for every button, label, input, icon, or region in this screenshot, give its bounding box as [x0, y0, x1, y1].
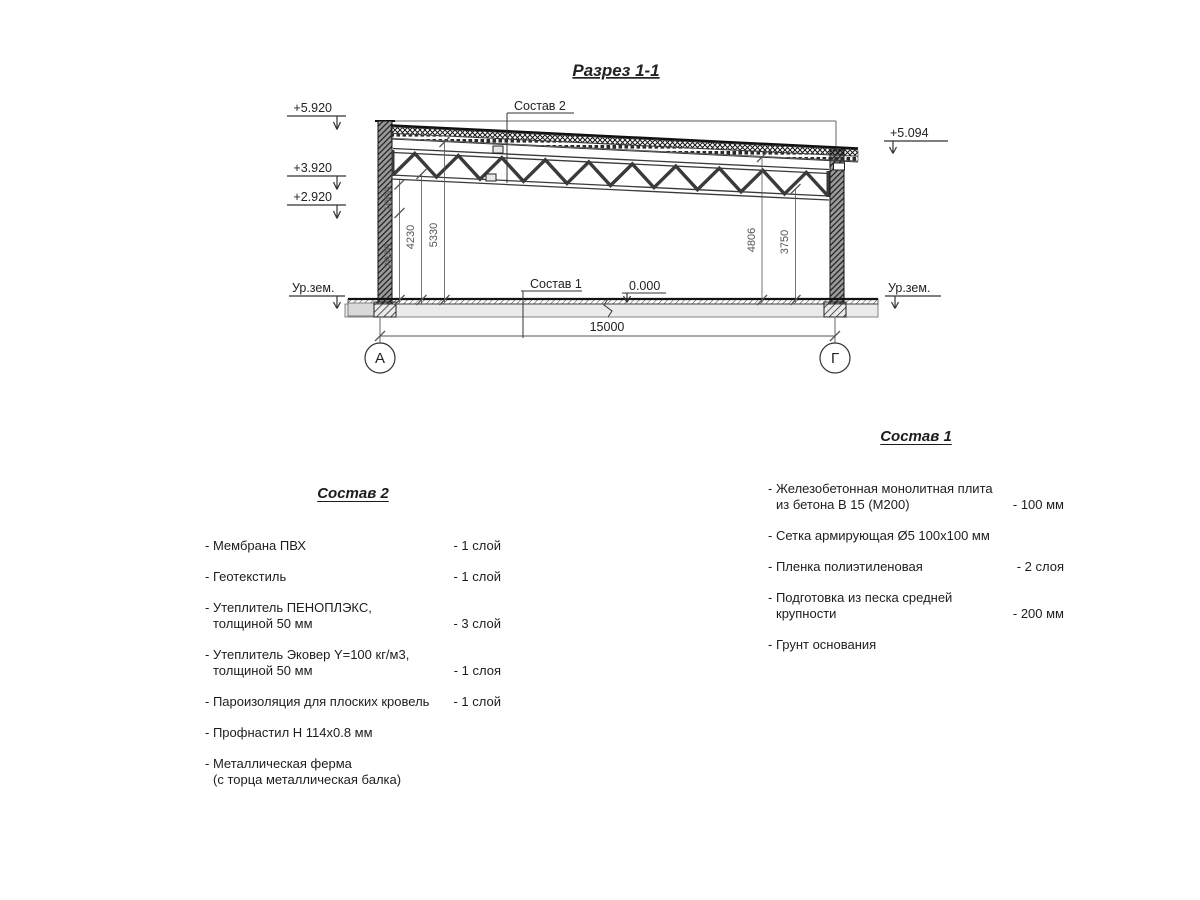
spec1-item-soil: - Грунт основания: [768, 637, 877, 652]
spec2-item-vapor-barrier: - Пароизоляция для плоских кровель - 1 слой: [205, 694, 501, 709]
spec2-item-penoplex: - Утеплитель ПЕНОПЛЭКС, толщиной 50 мм - 3 слой: [205, 600, 501, 631]
elevation-mark-5094: [884, 126, 948, 154]
svg-text:3750: 3750: [779, 229, 791, 255]
spec2-item-profiled-sheet: - Профнастил Н 114х0.8 мм: [205, 725, 373, 740]
svg-text:+3.920: +3.920: [293, 161, 332, 175]
composition2-list: [205, 486, 501, 803]
svg-text:Состав 1: Состав 1: [530, 277, 582, 291]
composition2-list-header: Состав 2: [317, 485, 389, 502]
svg-text:4230: 4230: [405, 224, 417, 250]
svg-text:А: А: [374, 350, 386, 367]
composition1-list: [768, 429, 1064, 668]
svg-text:1000: 1000: [383, 186, 395, 212]
span-dimension: [375, 318, 840, 343]
svg-text:Ур.зем.: Ур.зем.: [292, 281, 335, 295]
svg-text:0.000: 0.000: [629, 279, 661, 293]
axis-bubble-left: [365, 343, 395, 373]
ground-level-left: [289, 281, 345, 309]
section-drawing: [0, 0, 1200, 420]
elevation-mark-3920: [287, 161, 346, 190]
floor-slab: [345, 299, 878, 317]
ground-level-right: [885, 281, 941, 309]
svg-text:15000: 15000: [589, 320, 625, 334]
spec2-item-steel-truss: - Металлическая ферма (с торца металлическая балка): [205, 756, 402, 787]
elevation-mark-2920: [287, 190, 346, 219]
spec1-item-sand: - Подготовка из песка средней крупности - 200 мм: [768, 590, 1064, 621]
vertical-dimensions-right: [746, 152, 801, 305]
spec1-item-concrete-slab: - Железобетонная монолитная плита из бетона В 15 (М200) - 100 мм: [768, 481, 1064, 512]
svg-text:Ур.зем.: Ур.зем.: [888, 281, 931, 295]
spec2-item-ecover: - Утеплитель Эковер Y=100 кг/м3, толщиной 50 мм - 1 слоя: [205, 647, 501, 678]
spec1-item-film: - Пленка полиэтиленовая - 2 слоя: [768, 559, 1064, 574]
svg-text:2920: 2920: [383, 243, 395, 269]
spec2-item-geotextile: - Геотекстиль - 1 слой: [205, 569, 501, 584]
spec2-item-membrane: - Мембрана ПВХ - 1 слой: [205, 538, 501, 553]
svg-text:Г: Г: [830, 350, 840, 367]
svg-text:+5.920: +5.920: [293, 101, 332, 115]
svg-text:Состав 2: Состав 2: [514, 99, 566, 113]
right-wall: [830, 150, 844, 311]
axis-bubble-right: [820, 343, 850, 373]
spec1-item-mesh: - Сетка армирующая Ø5 100х100 мм: [768, 528, 990, 543]
svg-text:4806: 4806: [746, 227, 758, 253]
elevation-mark-5920: [287, 101, 346, 130]
svg-text:5330: 5330: [428, 222, 440, 248]
drawing-title: Разрез 1-1: [572, 61, 660, 80]
composition1-list-header: Состав 1: [880, 428, 952, 445]
svg-text:+2.920: +2.920: [293, 190, 332, 204]
svg-text:+5.094: +5.094: [890, 126, 929, 140]
left-wall: [375, 121, 395, 311]
